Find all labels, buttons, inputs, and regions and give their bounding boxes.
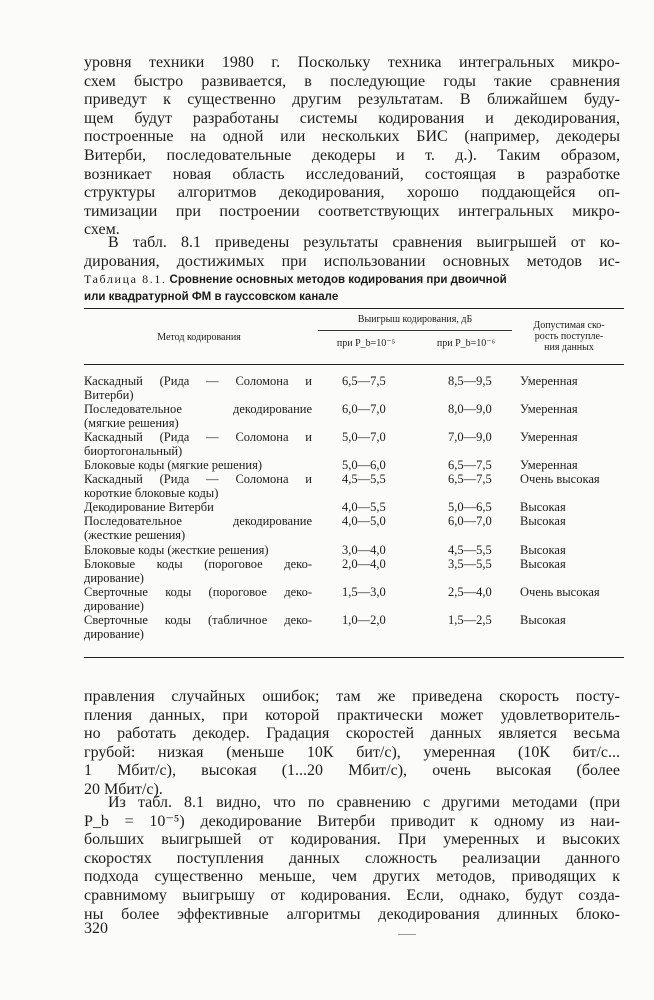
method-line: биортогональный)	[84, 444, 183, 458]
row-method	[84, 458, 312, 472]
gain-pb5: 4,0—5,0	[342, 514, 386, 528]
col-header-rate-l3: ния данных	[544, 342, 594, 353]
table-label: Таблица 8.1.	[84, 272, 167, 286]
method-line: короткие блоковые коды)	[84, 486, 219, 500]
data-rate: Очень высокая	[520, 585, 600, 599]
text-line: 20 Мбит/с).	[84, 780, 163, 798]
method-line: дирование)	[84, 571, 144, 585]
gain-pb5: 1,5—3,0	[342, 585, 386, 599]
method-line: дирование)	[84, 627, 144, 641]
row-method	[84, 402, 312, 430]
gain-pb6: 4,5—5,5	[448, 543, 492, 557]
table-bottom-rule	[84, 657, 624, 658]
text-line: уровня техники 1980 г. Поскольку техника интегральных микро-	[84, 54, 620, 71]
gain-pb5: 5,0—7,0	[342, 430, 386, 444]
gain-pb5: 6,0—7,0	[342, 402, 386, 416]
table-title: Сровнение основных методов кодирования при двоичной	[169, 274, 507, 286]
gain-pb5: 1,0—2,0	[342, 613, 386, 627]
data-rate: Очень высокая	[520, 472, 600, 486]
gain-header-rule	[318, 330, 512, 331]
table-top-rule	[84, 308, 624, 309]
col-header-pb5: при P_b=10⁻⁵	[336, 338, 396, 349]
row-method	[84, 557, 312, 585]
text-line: схем.	[84, 221, 120, 239]
paragraph-intro	[84, 234, 620, 271]
gain-pb6: 3,5—5,5	[448, 557, 492, 571]
row-method	[84, 543, 312, 557]
gain-pb6: 6,0—7,0	[448, 514, 492, 528]
page-number: 320	[84, 920, 108, 937]
gain-pb5: 6,5—7,5	[342, 374, 386, 388]
method-line: Блоковые коды (жесткие решения)	[84, 543, 269, 557]
method-line: Сверточные коды (табличное деко-	[84, 613, 312, 627]
gain-pb6: 6,5—7,5	[448, 472, 492, 486]
method-line: Блоковые коды (пороговое деко-	[84, 557, 312, 571]
col-header-rate	[514, 320, 624, 353]
method-line: (жесткие решения)	[84, 528, 186, 542]
row-method	[84, 472, 312, 500]
text-line: построенные на одной или нескольких БИС (например, декодеры	[84, 128, 620, 146]
table-header-rule	[84, 364, 624, 365]
text-line: щем будут разработаны системы кодирования и декодирования,	[84, 109, 620, 127]
method-line: Блоковые коды (мягкие решения)	[84, 458, 263, 472]
gain-pb6: 7,0—9,0	[448, 430, 492, 444]
gain-pb5: 4,5—5,5	[342, 472, 386, 486]
col-header-gain: Выигрыш кодирования, дБ	[357, 314, 473, 325]
text-line: скоростях поступления данных сложность реализации данного	[84, 849, 620, 867]
paragraph-top	[84, 54, 620, 240]
data-rate: Умеренная	[520, 458, 578, 472]
text-line: пления данных, при которой практически может удовлетворитель-	[84, 706, 620, 724]
text-line: дирования, достижимых при использовании основных методов ис-	[84, 252, 620, 270]
table-caption	[84, 271, 624, 305]
gain-pb6: 8,0—9,0	[448, 402, 492, 416]
text-line: схем быстро развивается, в последующие годы такие сравнения	[84, 72, 620, 90]
method-line: Декодирование Витерби	[84, 500, 214, 514]
col-header-rate-l1: Допустимая ско-	[533, 320, 605, 331]
row-method	[84, 430, 312, 458]
text-line: P_b = 10⁻⁵) декодирование Витерби приводит к одному из наи-	[84, 812, 620, 830]
method-line: Последовательное декодирование	[84, 514, 312, 528]
text-line: структуры алгоритмов декодирования, хорошо поддающейся оп-	[84, 184, 620, 202]
col-header-method: Метод кодирования	[157, 332, 241, 343]
gain-pb6: 8,5—9,5	[448, 374, 492, 388]
method-line: Каскадный (Рида — Соломона и	[84, 472, 312, 486]
text-line: сравнимому выигрышу от кодирования. Если, однако, будут созда-	[84, 886, 620, 904]
text-line: В табл. 8.1 приведены результаты сравнения выигрышей от ко-	[108, 234, 620, 251]
method-line: (мягкие решения)	[84, 416, 179, 430]
gain-pb5: 2,0—4,0	[342, 557, 386, 571]
row-method	[84, 585, 312, 613]
text-line: грубой: низкая (меньше 10К бит/с), умеренная (10К бит/с...	[84, 743, 620, 761]
table-title-cont: или квадратурной ФМ в гауссовском канале	[84, 291, 339, 303]
gain-pb6: 2,5—4,0	[448, 585, 492, 599]
method-line: Последовательное декодирование	[84, 402, 312, 416]
data-rate: Высокая	[520, 500, 566, 514]
method-line: Каскадный (Рида — Соломона и	[84, 430, 312, 444]
row-method	[84, 500, 312, 514]
data-rate: Высокая	[520, 613, 566, 627]
text-line: 1 Мбит/с), высокая (1...20 Мбит/с), очень высокая (более	[84, 762, 620, 780]
data-rate: Высокая	[520, 543, 566, 557]
data-rate: Высокая	[520, 514, 566, 528]
row-method	[84, 514, 312, 542]
method-line: дирование)	[84, 599, 144, 613]
method-line: Каскадный (Рида — Соломона и	[84, 374, 312, 388]
gain-pb6: 6,5—7,5	[448, 458, 492, 472]
text-line: правления случайных ошибок; там же приведена скорость посту-	[84, 688, 620, 705]
gain-pb5: 3,0—4,0	[342, 543, 386, 557]
method-line: Витерби)	[84, 388, 134, 402]
text-line: тимизации при построении соответствующих интегральных микро-	[84, 202, 620, 220]
data-rate: Высокая	[520, 557, 566, 571]
col-header-rate-l2: рость поступле-	[534, 331, 604, 342]
text-line: приведут к существенно другим результатам. В ближайшем буду-	[84, 91, 620, 109]
text-line: подхода существенно меньше, чем других методов, приводящих к	[84, 868, 620, 886]
data-rate: Умеренная	[520, 402, 578, 416]
text-line: но работать декодер. Градация скоростей данных является весьма	[84, 725, 620, 743]
text-line: больших выигрышей от кодирования. При умеренных и высоких	[84, 831, 620, 849]
text-line: возникает новая область исследований, состоящая в разработке	[84, 165, 620, 183]
gain-pb5: 5,0—6,0	[342, 458, 386, 472]
paragraph-after-table	[84, 688, 620, 800]
gain-pb5: 4,0—5,5	[342, 500, 386, 514]
data-rate: Умеренная	[520, 374, 578, 388]
gain-pb6: 5,0—6,5	[448, 500, 492, 514]
data-rate: Умеренная	[520, 430, 578, 444]
text-line: ны более эффективные алгоритмы декодирования длинных блоко-	[84, 905, 620, 923]
paragraph-final	[84, 794, 620, 924]
row-method	[84, 613, 312, 641]
print-mark	[398, 934, 416, 935]
gain-pb6: 1,5—2,5	[448, 613, 492, 627]
col-header-pb6: при P_b=10⁻⁶	[436, 338, 496, 349]
text-line: Из табл. 8.1 видно, что по сравнению с другими методами (при	[108, 794, 620, 811]
row-method	[84, 374, 312, 402]
method-line: Сверточные коды (пороговое деко-	[84, 585, 312, 599]
text-line: Витерби, последовательные декодеры и т. д.). Таким образом,	[84, 146, 620, 164]
